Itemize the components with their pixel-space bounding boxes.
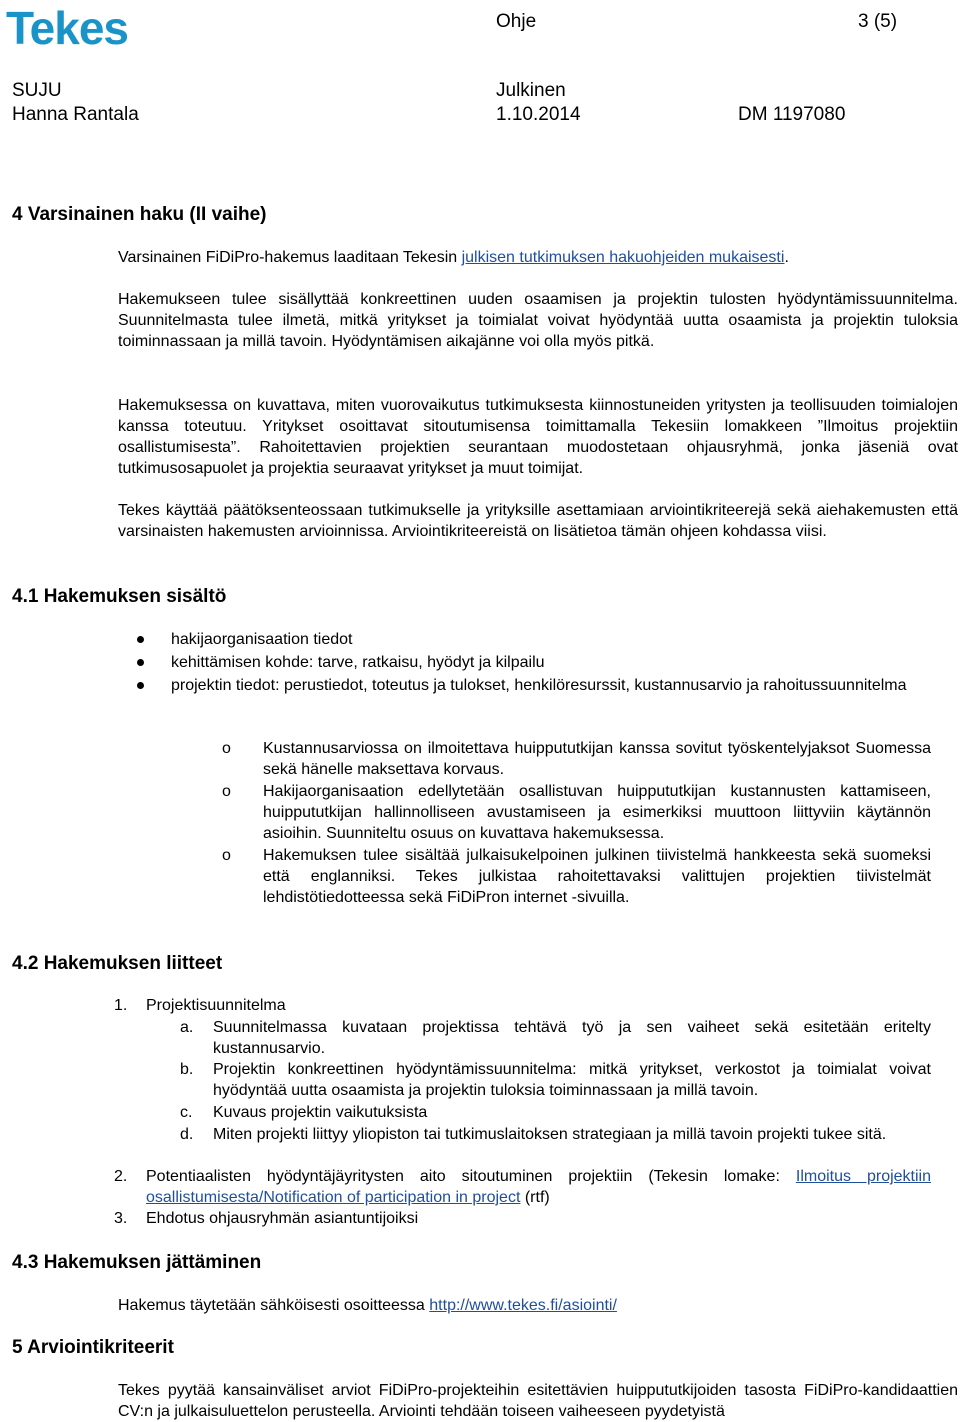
sub-bullet-item: Hakijaorganisaation edellytetään osallistuvan huippututkijan kustannusten kattamiseen, huippututkijan hallinnolliseen avustamiseen ja esimerkiksi muuttoon liittyviin käytännön asioihin. Suunniteltu osuus on kuvattava hakemuksessa. — [263, 783, 931, 842]
section-4-paragraph-1 — [118, 247, 958, 268]
unit-code: SUJU — [12, 80, 62, 101]
bullet-icon — [137, 636, 144, 643]
tekes-logo-text: Tekes — [6, 4, 129, 50]
attachment-subitem: Projektin konkreettinen hyödyntämissuunnitelma: mitkä yritykset, verkostot ja toimialat voivat hyödyntää uutta osaamista ja projektin tuloksia toiminnassaan ja millä tavoin. — [213, 1061, 931, 1099]
sub-bullet-marker: o — [222, 740, 231, 757]
section-4-paragraph-2: Hakemukseen tulee sisällyttää konkreettinen uuden osaamisen ja projektin tulosten hyödyntämissuunnitelma. Suunnitelmasta tulee ilmetä, mitkä yritykset ja toimialat voivat hyödyntää uutta osaamista ja projektin tuloksia toiminnassaan ja millä tavoin. Hyödyntämisen aikajänne voi olla myös pitkä. — [118, 291, 958, 350]
bullet-item: hakijaorganisaation tiedot — [171, 631, 353, 648]
section-4-2-heading: 4.2 Hakemuksen liitteet — [12, 953, 223, 974]
asiointi-link[interactable]: http://www.tekes.fi/asiointi/ — [429, 1297, 617, 1314]
tekes-logo — [4, 4, 156, 50]
list-letter: c. — [180, 1104, 193, 1121]
sub-bullet-marker: o — [222, 847, 231, 864]
p1-text: Varsinainen FiDiPro-hakemus laaditaan Tekesin — [118, 249, 462, 266]
attachment-subitem: Miten projekti liittyy yliopiston tai tutkimuslaitoksen strategiaan ja millä tavoin projekti tukee sitä. — [213, 1126, 887, 1143]
ilmoitus-form-link[interactable]: Ilmoitus projektiin osallistumisesta/Notification of participation in project — [146, 1168, 932, 1206]
attachment-subitem: Suunnitelmassa kuvataan projektissa tehtävä työ ja sen vaiheet sekä esitetään eritelty kustannusarvio. — [213, 1019, 931, 1057]
item2-text: Potentiaalisten hyödyntäjäyritysten aito sitoutuminen projektiin (Tekesin lomake: — [146, 1168, 796, 1185]
item2-end: (rtf) — [520, 1189, 550, 1206]
section-4-paragraph-4: Tekes käyttää päätöksenteossaan tutkimukselle ja yrityksille asettamiaan arviointikriteerejä sekä aiehakemusten että varsinaisten hakemusten arvioinnissa. Arviointikriteereistä on lisätietoa tämän ohjeen kohdassa viisi. — [118, 502, 958, 540]
author: Hanna Rantala — [12, 104, 139, 125]
attachment-subitem: Kuvaus projektin vaikutuksista — [213, 1104, 428, 1121]
attachment-item: Projektisuunnitelma — [146, 997, 286, 1014]
submit-text: Hakemus täytetään sähköisesti osoitteessa — [118, 1297, 430, 1314]
sub-bullet-item: Kustannusarviossa on ilmoitettava huippututkijan kanssa sovitut työskentelyjaksot Suomessa sekä hänelle maksettava korvaus. — [263, 740, 931, 778]
doc-id: DM 1197080 — [738, 104, 846, 125]
publicity: Julkinen — [496, 80, 566, 101]
section-4-paragraph-3: Hakemuksessa on kuvattava, miten vuorovaikutus tutkimuksesta kiinnostuneiden yritysten ja teollisuuden toimialojen kanssa toteutuu. Yritykset osoittavat sitoutumisensa toimittamalla Tekesiin lomakkeen ”Ilmoitus projektiin osallistumisesta”. Rahoitettavien projektien seurantaan muodostetaan ohjausryhmä, jonka jäseniä ovat tutkimusosapuolet ja projektia seuraavat yritykset ja muut toimijat. — [118, 397, 958, 477]
list-letter: a. — [180, 1019, 194, 1036]
list-number: 2. — [114, 1168, 128, 1185]
section-4-3-heading: 4.3 Hakemuksen jättäminen — [12, 1252, 262, 1273]
hakuohjeet-link[interactable]: julkisen tutkimuksen hakuohjeiden mukaisesti — [461, 249, 785, 266]
section-4-1-heading: 4.1 Hakemuksen sisältö — [12, 586, 227, 607]
section-5-heading: 5 Arviointikriteerit — [12, 1337, 174, 1358]
section-4-3-paragraph — [118, 1295, 958, 1316]
section-4-heading: 4 Varsinainen haku (II vaihe) — [12, 204, 267, 225]
bullet-icon — [137, 682, 144, 689]
attachment-item: Ehdotus ohjausryhmän asiantuntijoiksi — [146, 1210, 419, 1227]
sub-bullet-item: Hakemuksen tulee sisältää julkaisukelpoinen julkinen tiivistelmä hankkeesta sekä suomeksi että englanniksi. Tekes julkistaa rahoitettavaksi valittujen projektien tiivistelmät lehdistötiedotteessa sekä FiDiPron internet -sivuilla. — [263, 847, 931, 906]
p1-end: . — [784, 249, 789, 266]
section-5-paragraph: Tekes pyytää kansainväliset arviot FiDiPro-projekteihin esitettävien huippututkijoiden tasosta FiDiPro-kandidaattien CV:n ja julkaisuluettelon perusteella. Arviointi tehdään toiseen vaiheeseen pyydetyistä — [118, 1382, 958, 1420]
list-letter: d. — [180, 1126, 194, 1143]
bullet-icon — [137, 659, 144, 666]
sub-bullet-marker: o — [222, 783, 231, 800]
list-number: 3. — [114, 1210, 128, 1227]
page-number: 3 (5) — [858, 11, 898, 32]
list-number: 1. — [114, 997, 128, 1014]
doc-date: 1.10.2014 — [496, 104, 581, 125]
bullet-item: kehittämisen kohde: tarve, ratkaisu, hyödyt ja kilpailu — [171, 654, 545, 671]
bullet-item: projektin tiedot: perustiedot, toteutus ja tulokset, henkilöresurssit, kustannusarvio ja rahoitussuunnitelma — [171, 677, 907, 694]
attachment-item — [146, 1166, 931, 1208]
doc-type: Ohje — [496, 11, 537, 32]
list-letter: b. — [180, 1061, 194, 1078]
